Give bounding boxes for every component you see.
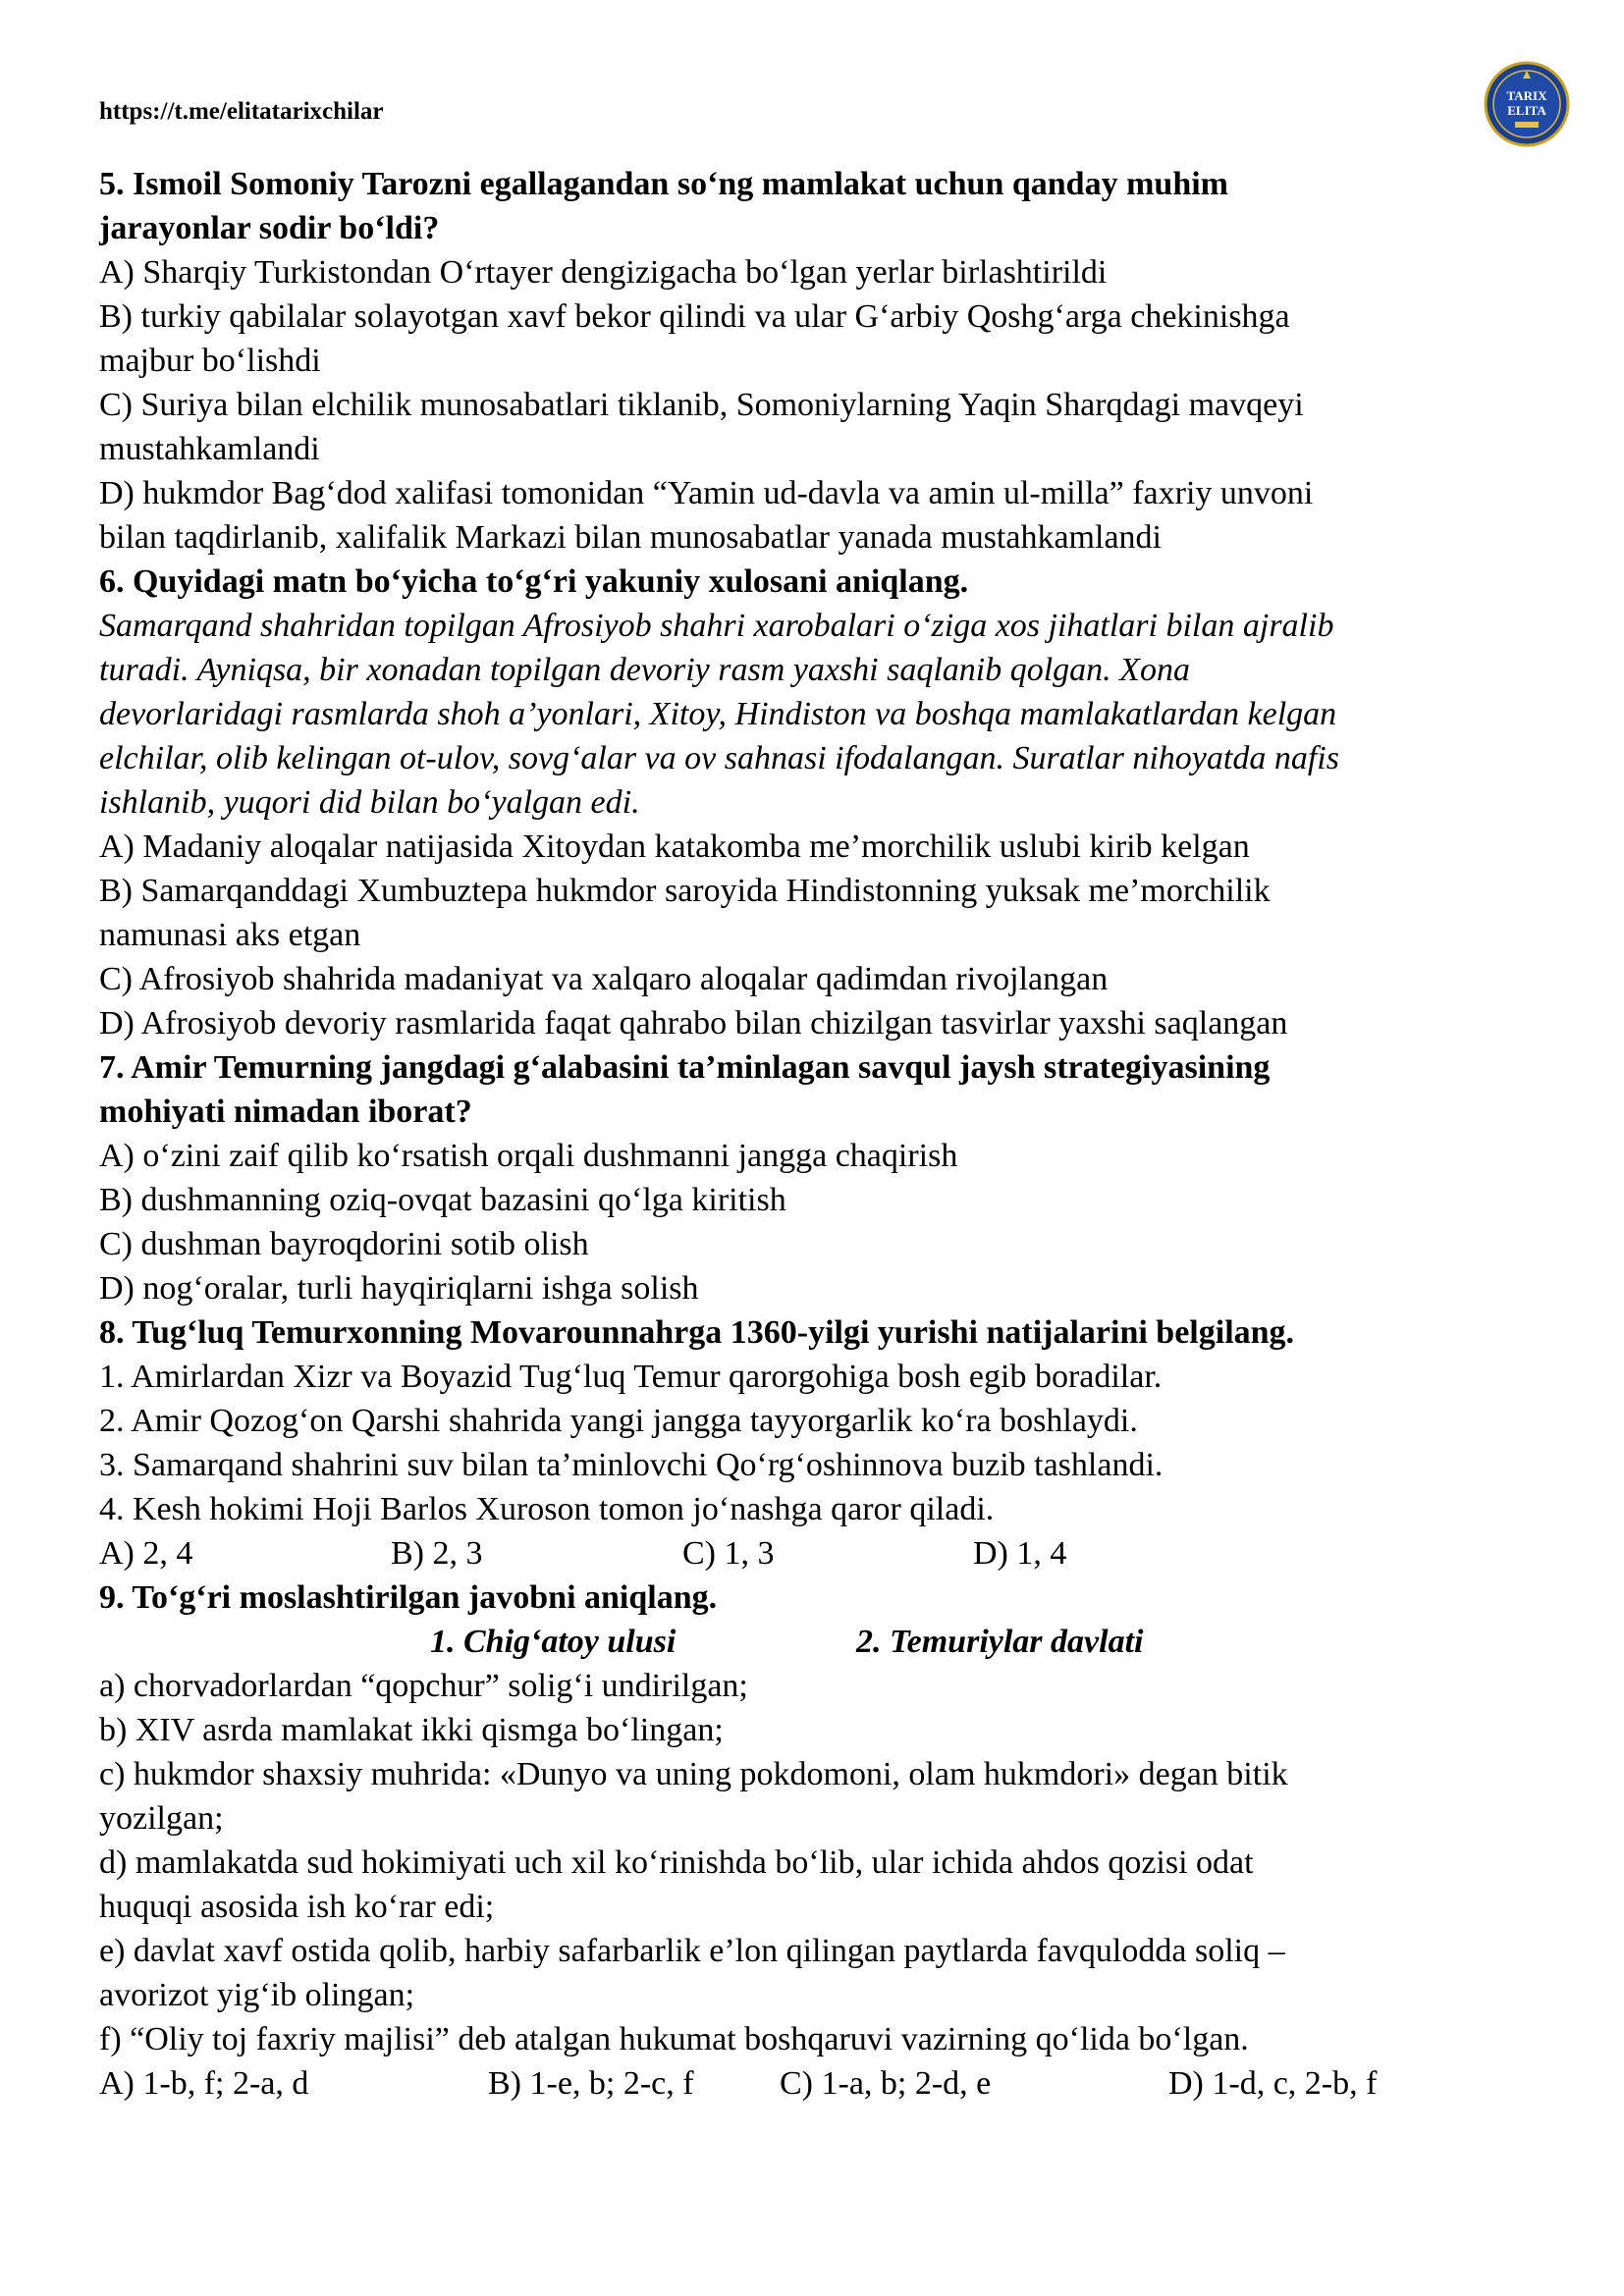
q5-option-b: B) turkiy qabilalar solayotgan xavf bekor qilindi va ular G‘arbiy Qoshg‘arga chekinishga: [99, 298, 1290, 335]
q9-item-e: e) davlat xavf ostida qolib, harbiy safarbarlik e’lon qilingan paytlarda favqulodda soliq –: [99, 1933, 1285, 1969]
q8-statement-4: 4. Kesh hokimi Hoji Barlos Xuroson tomon jo‘nashga qaror qiladi.: [99, 1491, 995, 1527]
question-6-title: 6. Quyidagi matn bo‘yicha to‘g‘ri yakuniy xulosani aniqlang.: [99, 563, 969, 600]
q5-option-d: D) hukmdor Bag‘dod xalifasi tomonidan “Yamin ud-davla va amin ul-milla” faxriy unvoni: [99, 475, 1314, 511]
q8-options: [99, 1531, 1523, 1575]
tarix-elita-logo: [1484, 61, 1570, 147]
q8-option-a: A) 2, 4: [99, 1535, 193, 1572]
q9-header-1: 1. Chig‘atoy ulusi: [430, 1624, 677, 1660]
question-7-title: 7. Amir Temurning jangdagi g‘alabasini ta’minlagan savqul jaysh strategiyasining: [99, 1049, 1271, 1086]
document-content: [99, 162, 1523, 2106]
question-5-title-cont: jarayonlar sodir bo‘ldi?: [99, 210, 440, 246]
q9-option-d: D) 1-d, c, 2-b, f: [1168, 2065, 1378, 2102]
svg-text:TARIX: TARIX: [1506, 88, 1547, 103]
q7-option-d: D) nog‘oralar, turli hayqiriqlarni ishga solish: [99, 1270, 699, 1307]
q9-option-b: B) 1-e, b; 2-c, f: [488, 2065, 694, 2102]
svg-text:ELITA: ELITA: [1507, 103, 1546, 118]
question-7-title-cont: mohiyati nimadan iborat?: [99, 1094, 472, 1130]
q6-passage-line: devorlaridagi rasmlarda shoh a’yonlari, Xitoy, Hindiston va boshqa mamlakatlardan kelgan: [99, 696, 1337, 732]
q9-column-headers: [99, 1620, 1523, 1664]
q9-item-d-cont: huquqi asosida ish ko‘rar edi;: [99, 1889, 495, 1925]
q8-statement-2: 2. Amir Qozog‘on Qarshi shahrida yangi jangga tayyorgarlik ko‘ra boshlaydi.: [99, 1403, 1138, 1439]
q9-item-c: c) hukmdor shaxsiy muhrida: «Dunyo va uning pokdomoni, olam hukmdori» degan bitik: [99, 1756, 1288, 1792]
question-5-title: 5. Ismoil Somoniy Tarozni egallagandan so‘ng mamlakat uchun qanday muhim: [99, 166, 1228, 202]
q6-option-a: A) Madaniy aloqalar natijasida Xitoydan katakomba me’morchilik uslubi kirib kelgan: [99, 828, 1250, 865]
q8-option-d: D) 1, 4: [973, 1535, 1067, 1572]
q9-item-d: d) mamlakatda sud hokimiyati uch xil ko‘rinishda bo‘lib, ular ichida ahdos qozisi odat: [99, 1844, 1254, 1881]
q7-option-c: C) dushman bayroqdorini sotib olish: [99, 1226, 589, 1262]
q8-option-c: C) 1, 3: [682, 1535, 775, 1572]
q6-option-c: C) Afrosiyob shahrida madaniyat va xalqaro aloqalar qadimdan rivojlangan: [99, 961, 1109, 997]
q9-item-a: a) chorvadorlardan “qopchur” solig‘i undirilgan;: [99, 1668, 748, 1704]
q9-item-f: f) “Oliy toj faxriy majlisi” deb atalgan hukumat boshqaruvi vazirning qo‘lida bo‘lgan.: [99, 2021, 1249, 2057]
q7-option-b: B) dushmanning oziq-ovqat bazasini qo‘lga kiritish: [99, 1182, 786, 1218]
q6-option-b-cont: namunasi aks etgan: [99, 917, 361, 953]
q9-item-e-cont: avorizot yig‘ib olingan;: [99, 1977, 415, 2013]
q9-header-2: 2. Temuriylar davlati: [856, 1624, 1144, 1660]
q6-option-b: B) Samarqanddagi Xumbuztepa hukmdor saroyida Hindistonning yuksak me’morchilik: [99, 873, 1271, 909]
q6-option-d: D) Afrosiyob devoriy rasmlarida faqat qahrabo bilan chizilgan tasvirlar yaxshi saqlangan: [99, 1005, 1288, 1041]
q9-option-a: A) 1-b, f; 2-a, d: [99, 2065, 309, 2102]
q6-passage-line: Samarqand shahridan topilgan Afrosiyob shahri xarobalari o‘ziga xos jihatlari bilan ajralib: [99, 608, 1334, 644]
q9-item-c-cont: yozilgan;: [99, 1800, 224, 1837]
q8-option-b: B) 2, 3: [391, 1535, 483, 1572]
q8-statement-1: 1. Amirlardan Xizr va Boyazid Tug‘luq Temur qarorgohiga bosh egib boradilar.: [99, 1359, 1163, 1395]
q5-option-a: A) Sharqiy Turkistondan O‘rtayer dengizigacha bo‘lgan yerlar birlashtirildi: [99, 254, 1108, 291]
q6-passage-line: turadi. Ayniqsa, bir xonadan topilgan devoriy rasm yaxshi saqlanib qolgan. Xona: [99, 652, 1190, 688]
q5-option-d-cont: bilan taqdirlanib, xalifalik Markazi bilan munosabatlar yanada mustahkamlandi: [99, 519, 1162, 556]
q7-option-a: A) o‘zini zaif qilib ko‘rsatish orqali dushmanni jangga chaqirish: [99, 1138, 958, 1174]
q8-statement-3: 3. Samarqand shahrini suv bilan ta’minlovchi Qo‘rg‘oshinnova buzib tashlandi.: [99, 1447, 1164, 1483]
q9-item-b: b) XIV asrda mamlakat ikki qismga bo‘lingan;: [99, 1712, 724, 1748]
header-link[interactable]: https://t.me/elitatarixchilar: [99, 98, 384, 125]
q9-options: [99, 2061, 1523, 2106]
q5-option-b-cont: majbur bo‘lishdi: [99, 343, 321, 379]
question-8-title: 8. Tug‘luq Temurxonning Movarounnahrga 1360-yilgi yurishi natijalarini belgilang.: [99, 1314, 1295, 1351]
question-9-title: 9. To‘g‘ri moslashtirilgan javobni aniqlang.: [99, 1579, 718, 1616]
q6-passage-line: ishlanib, yuqori did bilan bo‘yalgan edi.: [99, 784, 640, 821]
q9-option-c: C) 1-a, b; 2-d, e: [780, 2065, 992, 2102]
q6-passage-line: elchilar, olib kelingan ot-ulov, sovg‘alar va ov sahnasi ifodalangan. Suratlar nihoyatda nafis: [99, 740, 1339, 776]
q5-option-c-cont: mustahkamlandi: [99, 431, 320, 467]
q5-option-c: C) Suriya bilan elchilik munosabatlari tiklanib, Somoniylarning Yaqin Sharqdagi mavqeyi: [99, 387, 1304, 423]
